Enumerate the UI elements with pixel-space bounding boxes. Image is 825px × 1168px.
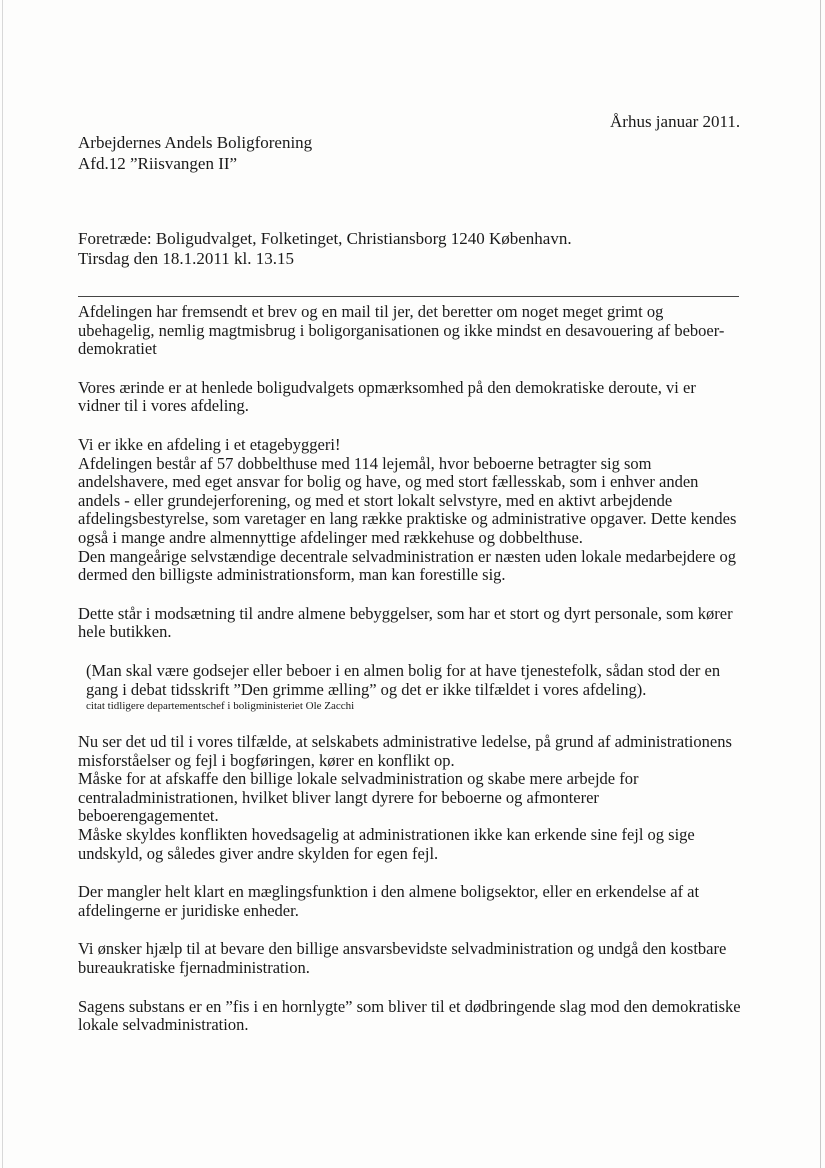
paragraph-line: centraladministrationen, hvilket bliver langt dyrere for beboerne og afmonterer xyxy=(78,787,599,807)
paragraph xyxy=(78,998,743,1035)
paragraph-line: (Man skal være godsejer eller beboer i en almen bolig for at have tjenestefolk, sådan stod der en xyxy=(86,660,721,680)
separator-line xyxy=(78,296,739,297)
paragraph-line: gang i debat tidsskrift ”Den grimme ælling” og det er ikke tilfældet i vores afdeling). xyxy=(86,679,647,699)
letter-body xyxy=(78,303,743,1055)
paragraph xyxy=(78,605,743,642)
paragraph-line: Der mangler helt klart en mæglingsfunktion i den almene boligsektor, eller en erkendelse af at xyxy=(78,882,700,902)
paragraph-line: også i mange andre almennyttige afdelinger med rækkehuse og dobbelthuse. xyxy=(78,527,583,547)
paragraph-line: bureaukratiske fjernadministration. xyxy=(78,958,310,978)
meeting-line: Tirsdag den 18.1.2011 kl. 13.15 xyxy=(78,249,294,268)
paragraph xyxy=(78,379,743,416)
paragraph-line: hele butikken. xyxy=(78,622,172,642)
paragraph-line: Dette står i modsætning til andre almene bebyggelser, som har et stort og dyrt personale, som kører xyxy=(78,603,733,623)
paragraph xyxy=(78,733,743,863)
paragraph-line: misforståelser og fejl i bogføringen, kører en konflikt op. xyxy=(78,750,455,770)
paragraph-line: demokratiet xyxy=(78,339,157,359)
paragraph-line: Den mangeårige selvstændige decentrale selvadministration er næsten uden lokale medarbejdere og xyxy=(78,546,736,566)
paragraph xyxy=(78,662,743,713)
paragraph-line: Nu ser det ud til i vores tilfælde, at selskabets administrative ledelse, på grund af administrationens xyxy=(78,732,732,752)
paragraph-line: dermed den billigste administrationsform, man kan forestille sig. xyxy=(78,565,506,585)
paragraph-line: vidner til i vores afdeling. xyxy=(78,396,249,416)
paragraph-line: undskyld, og således giver andre skylden for egen fejl. xyxy=(78,843,439,863)
paragraph xyxy=(78,436,743,585)
paragraph-line: ubehagelig, nemlig magtmisbrug i boligorganisationen og ikke mindst en desavouering af beboer- xyxy=(78,320,725,340)
address-line: Afd.12 ”Riisvangen II” xyxy=(78,154,238,173)
paragraph-line: afdelingsbestyrelse, som varetager en lang række praktiske og administrative opgaver. Dette kendes xyxy=(78,509,737,529)
paragraph-line: Vores ærinde er at henlede boligudvalgets opmærksomhed på den demokratiske deroute, vi er xyxy=(78,377,696,397)
paragraph-line: Afdelingen har fremsendt et brev og en mail til jer, det beretter om noget meget grimt og xyxy=(78,302,664,321)
paragraph-line: Vi ønsker hjælp til at bevare den billige ansvarsbevidste selvadministration og undgå den kostbare xyxy=(78,939,727,959)
paragraph-line: lokale selvadministration. xyxy=(78,1015,249,1035)
address-line: Arbejdernes Andels Boligforening xyxy=(78,133,313,152)
paragraph-line: andels - eller grundejerforening, og med et stort lokalt selvstyre, med en aktivt arbejdende xyxy=(78,490,673,510)
scan-edge-left xyxy=(2,0,3,1168)
paragraph xyxy=(78,303,743,359)
paragraph-line: Måske skyldes konflikten hovedsagelig at administrationen ikke kan erkende sine fejl og sige xyxy=(78,825,695,845)
paragraph xyxy=(78,883,743,920)
sender-address xyxy=(78,132,312,174)
paragraph-line: Afdelingen består af 57 dobbelthuse med 114 lejemål, hvor beboerne betragter sig som xyxy=(78,453,652,473)
letter-date: Århus januar 2011. xyxy=(610,112,741,131)
paragraph-line: Vi er ikke en afdeling i et etagebyggeri! xyxy=(78,434,341,454)
paragraph-line: beboerengagementet. xyxy=(78,806,219,826)
paragraph xyxy=(78,940,743,977)
paragraph-line: Måske for at afskaffe den billige lokale selvadministration og skabe mere arbejde for xyxy=(78,769,639,789)
scan-edge-right xyxy=(820,0,821,1168)
paragraph-line: andelshavere, med eget ansvar for bolig og have, og med stort fællesskab, som i enhver anden xyxy=(78,472,699,492)
meeting-info xyxy=(78,229,572,269)
citation-note: citat tidligere departementschef i boligministeriet Ole Zacchi xyxy=(86,700,355,713)
paragraph-line: afdelingerne er juridiske enheder. xyxy=(78,900,299,920)
paragraph-line: Sagens substans er en ”fis i en hornlygte” som bliver til et dødbringende slag mod den demokratiske xyxy=(78,996,741,1016)
meeting-line: Foretræde: Boligudvalget, Folketinget, Christiansborg 1240 København. xyxy=(78,229,572,248)
